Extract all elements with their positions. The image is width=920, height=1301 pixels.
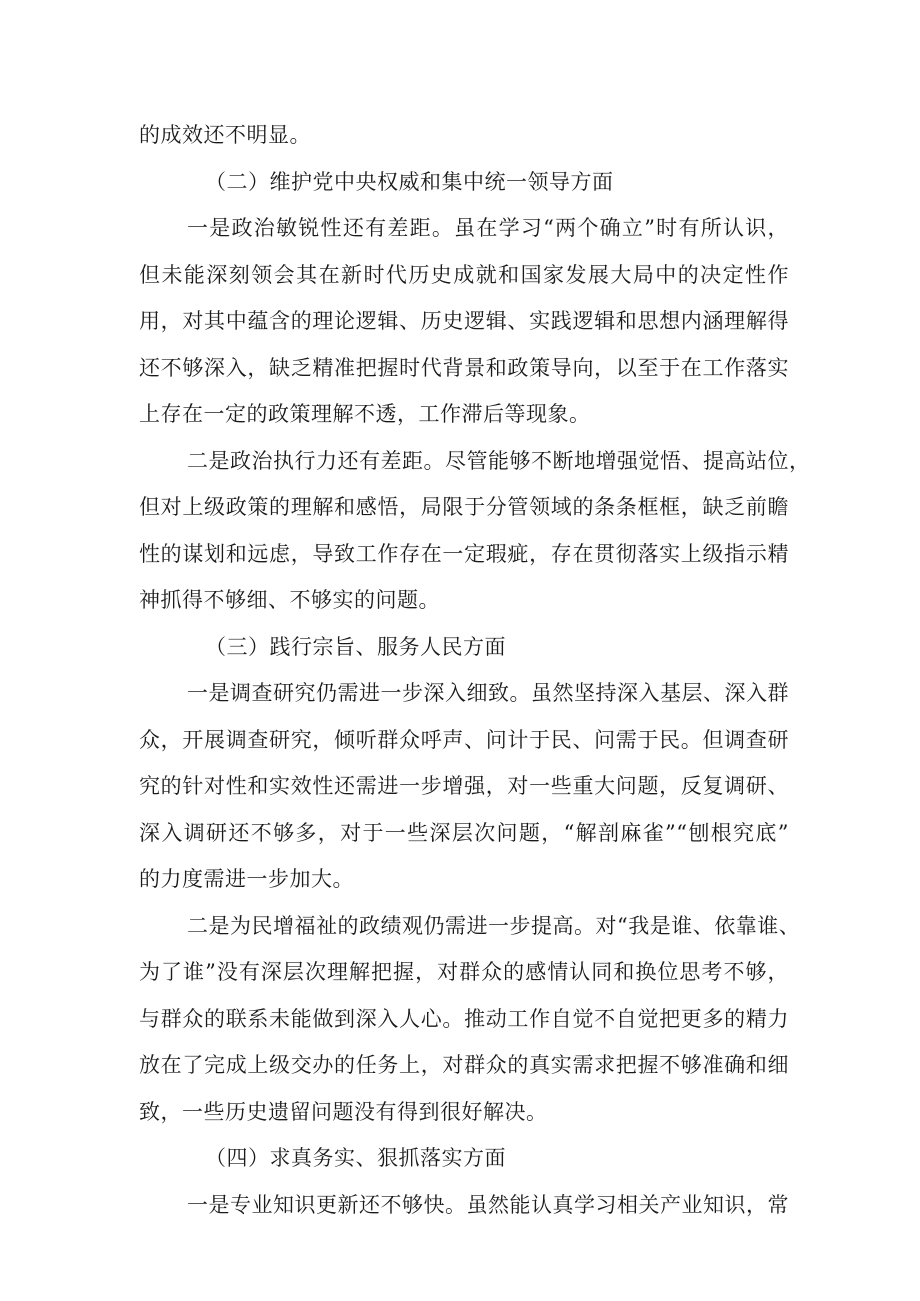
paragraph-line: 一是政治敏锐性还有差距。虽在学习“两个确立”时有所认识， xyxy=(187,216,789,240)
paragraph-line: 二是为民增福祉的政绩观仍需进一步提高。对“我是谁、依靠谁、 xyxy=(187,913,801,938)
paragraph-line: 的成效还不明显。 xyxy=(139,123,311,147)
paragraph-line: 一是调查研究仍需进一步深入细致。虽然坚持深入基层、深入群 xyxy=(187,681,789,705)
document-page xyxy=(139,112,811,1228)
paragraph-line: 二是政治执行力还有差距。尽管能够不断地增强觉悟、提高站位， xyxy=(187,448,811,473)
paragraph-line: 的力度需进一步加大。 xyxy=(139,867,354,891)
paragraph-line: 为了谁”没有深层次理解把握，对群众的感情认同和换位思考不够， xyxy=(139,960,789,984)
paragraph-line: 深入调研还不够多，对于一些深层次问题，“解剖麻雀”“刨根究底” xyxy=(139,820,789,845)
section-heading-4: （四）求真务实、狠抓落实方面 xyxy=(205,1146,506,1170)
paragraph-line: 放在了完成上级交办的任务上，对群众的真实需求把握不够准确和细 xyxy=(139,1053,789,1077)
section-heading-3: （三）践行宗旨、服务人民方面 xyxy=(205,634,506,659)
paragraph-line: 用，对其中蕴含的理论逻辑、历史逻辑、实践逻辑和思想内涵理解得 xyxy=(139,309,789,333)
paragraph-line: 但未能深刻领会其在新时代历史成就和国家发展大局中的决定性作 xyxy=(139,262,789,287)
paragraph-line: 众，开展调查研究，倾听群众呼声、问计于民、问需于民。但调查研 xyxy=(139,727,789,752)
section-heading-2: （二）维护党中央权威和集中统一领导方面 xyxy=(205,169,614,194)
paragraph-line: 一是专业知识更新还不够快。虽然能认真学习相关产业知识，常 xyxy=(187,1192,789,1217)
paragraph-line: 但对上级政策的理解和感悟，局限于分管领域的条条框框，缺乏前瞻 xyxy=(139,495,789,519)
paragraph-line: 上存在一定的政策理解不透，工作滞后等现象。 xyxy=(139,402,591,426)
paragraph-line: 与群众的联系未能做到深入人心。推动工作自觉不自觉把更多的精力 xyxy=(139,1006,789,1031)
paragraph-line: 究的针对性和实效性还需进一步增强，对一些重大问题，反复调研、 xyxy=(139,774,789,798)
paragraph-line: 致，一些历史遗留问题没有得到很好解决。 xyxy=(139,1099,548,1124)
paragraph-line: 性的谋划和远虑，导致工作存在一定瑕疵，存在贯彻落实上级指示精 xyxy=(139,541,789,566)
paragraph-line: 还不够深入，缺乏精准把握时代背景和政策导向，以至于在工作落实 xyxy=(139,355,789,380)
paragraph-line: 神抓得不够细、不够实的问题。 xyxy=(139,588,440,612)
